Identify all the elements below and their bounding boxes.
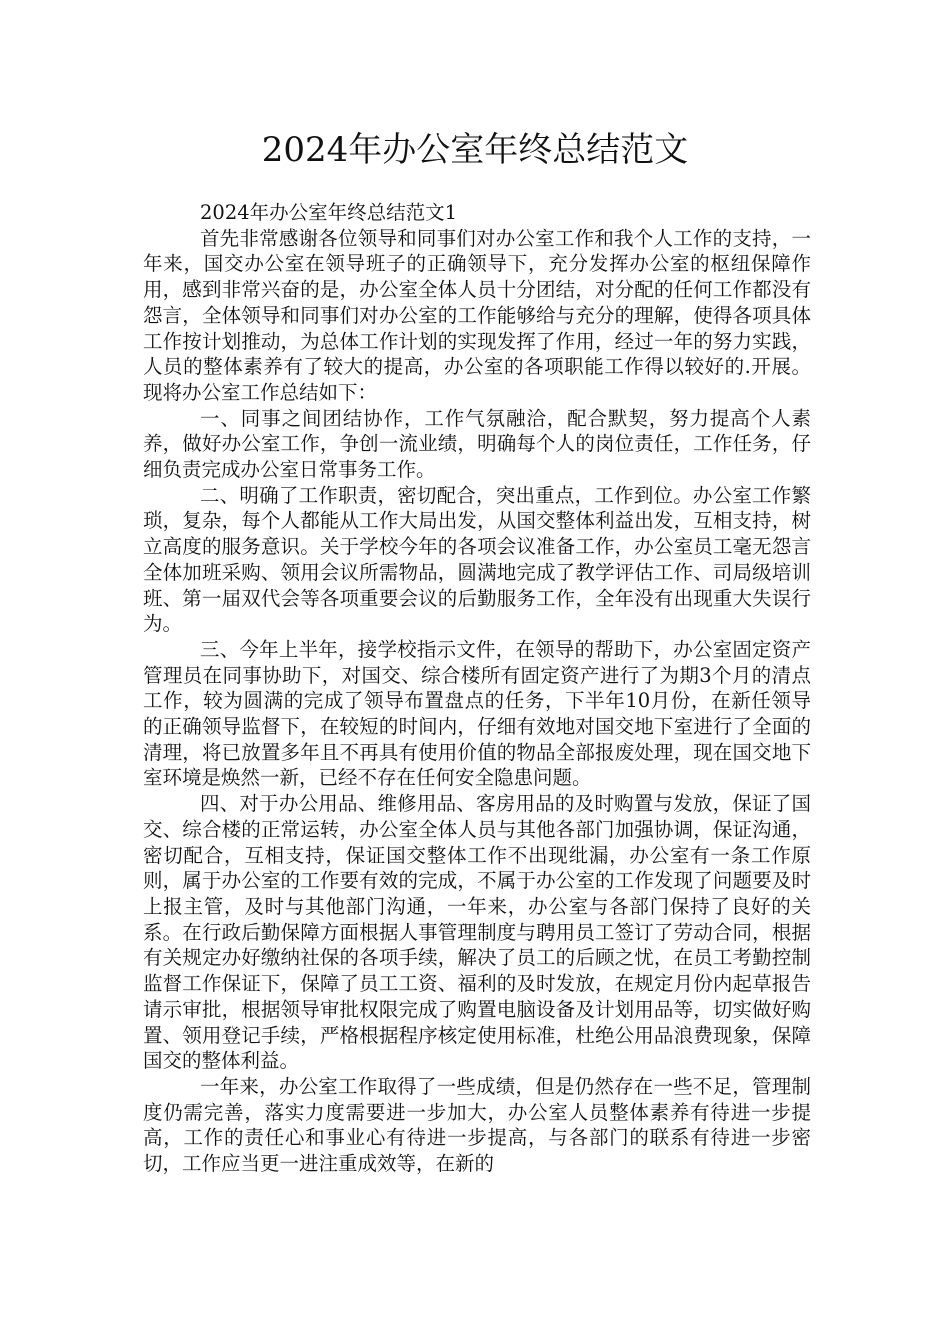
- paragraph-point-2: 二、明确了工作职责，密切配合，突出重点，工作到位。办公室工作繁琐，复杂，每个人都能从工作大局出发，从国交整体利益出发，互相支持，树立高度的服务意识。关于学校今年的各项会议准备工作，办公室员工毫无怨言全体加班采购、领用会议所需物品，圆满地完成了教学评估工作、司局级培训班、第一届双代会等各项重要会议的后勤服务工作，全年没有出现重大失误行为。: [143, 483, 811, 636]
- paragraph-subtitle: 2024年办公室年终总结范文1: [200, 201, 458, 224]
- paragraph-point-4: 四、对于办公用品、维修用品、客房用品的及时购置与发放，保证了国交、综合楼的正常运转，办公室全体人员与其他各部门加强协调，保证沟通，密切配合，互相支持，保证国交整体工作不出现纰漏，办公室有一条工作原则，属于办公室的工作要有效的完成，不属于办公室的工作发现了问题要及时上报主管，及时与其他部门沟通，一年来，办公室与各部门保持了良好的关系。在行政后勤保障方面根据人事管理制度与聘用员工签订了劳动合同，根据有关规定办好缴纳社保的各项手续，解决了员工的后顾之忧，在员工考勤控制监督工作保证下，保障了员工工资、福利的及时发放，在规定月份内起草报告请示审批，根据领导审批权限完成了购置电脑设备及计划用品等，切实做好购置、领用登记手续，严格根据程序核定使用标准，杜绝公用品浪费现象，保障国交的整体利益。: [143, 792, 811, 1073]
- paragraph-point-1: 一、同事之间团结协作，工作气氛融洽，配合默契，努力提高个人素养，做好办公室工作，争创一流业绩，明确每个人的岗位责任，工作任务，仔细负责完成办公室日常事务工作。: [143, 406, 811, 482]
- paragraph-conclusion: 一年来，办公室工作取得了一些成绩，但是仍然存在一些不足，管理制度仍需完善，落实力度需要进一步加大，办公室人员整体素养有待进一步提高，工作的责任心和事业心有待进一步提高，与各部门的联系有待进一步密切，工作应当更一进注重成效等，在新的: [143, 1074, 811, 1176]
- document-title: 2024年办公室年终总结范文: [261, 130, 689, 170]
- document-body: [143, 200, 811, 1177]
- paragraph-point-3: 三、今年上半年，接学校指示文件，在领导的帮助下，办公室固定资产管理员在同事协助下，对国交、综合楼所有固定资产进行了为期3个月的清点工作，较为圆满的完成了领导布置盘点的任务，下半年10月份，在新任领导的正确领导监督下，在较短的时间内，仔细有效地对国交地下室进行了全面的清理，将已放置多年且不再具有使用价值的物品全部报废处理，现在国交地下室环境是焕然一新，已经不存在任何安全隐患问题。: [143, 637, 811, 790]
- paragraph-intro: 首先非常感谢各位领导和同事们对办公室工作和我个人工作的支持，一年来，国交办公室在领导班子的正确领导下，充分发挥办公室的枢纽保障作用，感到非常兴奋的是，办公室全体人员十分团结，对分配的任何工作都没有怨言，全体领导和同事们对办公室的工作能够给与充分的理解，使得各项具体工作按计划推动，为总体工作计划的实现发挥了作用，经过一年的努力实践，人员的整体素养有了较大的提高，办公室的各项职能工作得以较好的.开展。现将办公室工作总结如下：: [143, 226, 811, 404]
